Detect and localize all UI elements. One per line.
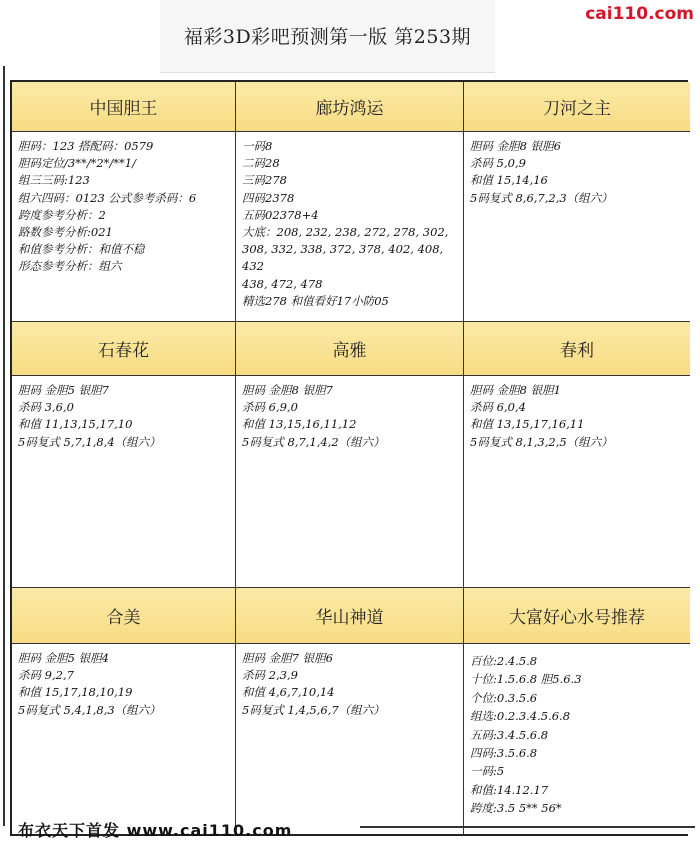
content-line: 和值 4,6,7,10,14 <box>242 685 335 700</box>
content-line: 杀码 6,0,4 <box>470 400 526 415</box>
expert-header-3: 刀河之主 <box>464 82 690 132</box>
content-line: 跨度参考分析：2 <box>18 207 106 222</box>
expert-content-9 <box>464 644 690 834</box>
expert-content-7 <box>12 644 236 834</box>
content-line: 胆码：123 搭配码：0579 <box>18 139 154 153</box>
content-line: 大底：208, 232, 238, 272, 278, 302, 308, 332, 338, 372, 378, 402, 408, 432 <box>242 225 449 274</box>
expert-header-6: 春利 <box>464 322 690 376</box>
content-line: 胆码 金胆7 银胆6 <box>242 651 333 665</box>
content-line: 百位:2.4.5.8 <box>470 654 538 668</box>
content-line: 四码:3.5.6.8 <box>470 746 538 761</box>
expert-header-8: 华山神道 <box>236 588 464 644</box>
content-line: 和值 13,15,17,16,11 <box>470 417 585 432</box>
content-line: 五码02378+4 <box>242 207 319 222</box>
expert-header-5: 高雅 <box>236 322 464 376</box>
left-divider <box>3 66 5 826</box>
expert-content-1 <box>12 132 236 322</box>
content-line: 路数参考分析:021 <box>18 225 113 240</box>
content-line: 胆码 金胆8 银胆7 <box>242 383 333 397</box>
content-line: 五码:3.4.5.6.8 <box>470 727 549 742</box>
content-line: 胆码 金胆5 银胆7 <box>18 383 109 397</box>
footer-divider <box>360 826 695 828</box>
content-line: 杀码 5,0,9 <box>470 156 526 171</box>
expert-header-9: 大富好心水号推荐 <box>464 588 690 644</box>
content-line: 和值 15,17,18,10,19 <box>18 685 133 700</box>
content-line: 5码复式 8,6,7,2,3（组六） <box>470 190 613 205</box>
content-line: 形态参考分析：组六 <box>18 259 122 274</box>
expert-content-8 <box>236 644 464 834</box>
content-line: 胆码 金胆8 银胆6 <box>470 139 561 153</box>
content-line: 5码复式 5,7,1,8,4（组六） <box>18 434 161 449</box>
content-line: 杀码 3,6,0 <box>18 400 74 415</box>
footer-credit: 布衣天下首发 www.cai110.com <box>18 821 293 840</box>
content-line: 5码复式 8,1,3,2,5（组六） <box>470 434 613 449</box>
content-line: 组三三码:123 <box>18 173 90 188</box>
content-line: 杀码 6,9,0 <box>242 400 298 415</box>
content-line: 四码2378 <box>242 190 295 205</box>
content-line: 和值 13,15,16,11,12 <box>242 417 357 432</box>
expert-header-2: 廊坊鸿运 <box>236 82 464 132</box>
title-panel <box>160 0 495 73</box>
content-line: 一码8 <box>242 139 273 153</box>
content-line: 杀码 2,3,9 <box>242 668 298 683</box>
content-line: 十位:1.5.6.8 胆5.6.3 <box>470 672 582 687</box>
expert-header-7: 合美 <box>12 588 236 644</box>
expert-header-1: 中国胆王 <box>12 82 236 132</box>
content-line: 精选278 和值看好17小防05 <box>242 293 389 308</box>
content-line: 胆码定位/3**/*2*/**1/ <box>18 156 136 171</box>
expert-content-2 <box>236 132 464 322</box>
content-line: 二码28 <box>242 156 280 171</box>
content-line: 和值 15,14,16 <box>470 173 548 188</box>
content-line: 胆码 金胆8 银胆1 <box>470 383 561 397</box>
content-line: 5码复式 1,4,5,6,7（组六） <box>242 702 385 717</box>
content-line: 个位:0.3.5.6 <box>470 690 538 705</box>
content-line: 和值 11,13,15,17,10 <box>18 417 133 432</box>
content-line: 5码复式 8,7,1,4,2（组六） <box>242 434 385 449</box>
content-line: 跨度:3.5 5** 56* <box>470 801 562 816</box>
expert-content-6 <box>464 376 690 588</box>
content-line: 组选:0.2.3.4.5.6.8 <box>470 709 571 724</box>
expert-content-4 <box>12 376 236 588</box>
content-line: 胆码 金胆5 银胆4 <box>18 651 109 665</box>
site-url-logo[interactable]: cai110.com <box>585 4 694 24</box>
content-line: 杀码 9,2,7 <box>18 668 74 683</box>
prediction-table <box>10 80 688 836</box>
content-line: 438, 472, 478 <box>242 276 323 291</box>
content-line: 组六四码：0123 公式参考杀码：6 <box>18 190 197 205</box>
content-line: 一码:5 <box>470 764 505 779</box>
content-line: 和值参考分析：和值不稳 <box>18 242 145 257</box>
expert-content-3 <box>464 132 690 322</box>
page-title: 福彩3D彩吧预测第一版 第253期 <box>183 26 472 48</box>
content-line: 和值:14.12.17 <box>470 782 549 797</box>
expert-content-5 <box>236 376 464 588</box>
content-line: 三码278 <box>242 173 287 188</box>
content-line: 5码复式 5,4,1,8,3（组六） <box>18 702 161 717</box>
expert-header-4: 石春花 <box>12 322 236 376</box>
